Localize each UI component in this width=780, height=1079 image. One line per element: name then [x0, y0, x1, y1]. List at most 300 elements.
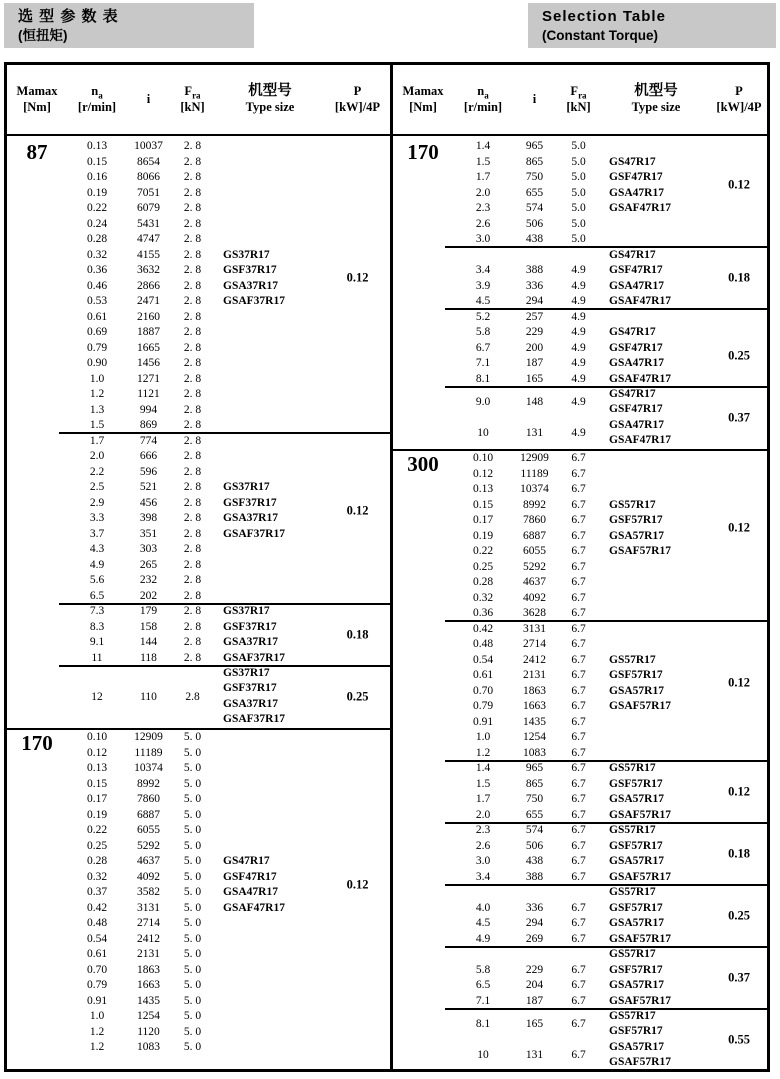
header-col-units: Type size: [631, 100, 681, 115]
na-value: 1.0: [475, 731, 491, 744]
table-row: [453, 993, 711, 1009]
header-col-p: [711, 65, 767, 134]
block-separator-line: [59, 603, 390, 605]
power-column: [711, 247, 767, 309]
block-separator-line: [445, 884, 767, 886]
ratio-value: 5431: [137, 217, 160, 230]
fra-value: 4.9: [571, 372, 586, 385]
data-block: [7, 604, 390, 666]
ratio-value: 1271: [137, 372, 160, 385]
ratio-value: 8992: [137, 777, 160, 790]
fra-value: 6.7: [571, 560, 586, 573]
fra-value: 5.0: [571, 202, 586, 215]
ratio-value: 1120: [137, 1025, 160, 1038]
fra-value: 6.7: [571, 529, 586, 542]
header-col-units: Type size: [245, 100, 295, 115]
ratio-value: 303: [139, 543, 158, 556]
ratio-value: 202: [139, 589, 158, 602]
type-size: GSF57R17: [609, 901, 663, 914]
fra-value: 2. 8: [183, 248, 202, 261]
power-value: 0.25: [346, 689, 369, 703]
mamax-column-spacer: [393, 139, 453, 248]
ratio-value: 12909: [520, 452, 549, 465]
header-col-units: [kW]/4P: [716, 99, 762, 114]
na-value: 0.32: [472, 591, 494, 604]
ratio-value: 131: [525, 1049, 544, 1061]
na-value: 3.4: [475, 870, 491, 883]
fra-value: 6.7: [571, 684, 586, 697]
selection-table: [4, 62, 770, 1072]
na-value: 0.15: [472, 498, 494, 511]
power-value: 0.12: [728, 784, 750, 798]
header-col-label: 机型号: [634, 83, 678, 100]
fra-value: 5. 0: [183, 762, 202, 775]
type-size: GSF47R17: [609, 171, 663, 184]
fra-value: 2. 8: [183, 574, 202, 587]
header-col-units: [kN]: [566, 99, 591, 114]
data-block: [393, 309, 767, 387]
data-block: [393, 247, 767, 309]
type-size: GSAF47R17: [609, 202, 671, 215]
na-value: 8.3: [89, 620, 105, 633]
ratio-value: 2131: [523, 669, 546, 682]
header-col-fra: [170, 65, 215, 134]
mamax-column-spacer: [7, 433, 67, 604]
table-row: [67, 557, 325, 573]
header-col-units: [Nm]: [409, 99, 437, 114]
na-value: 0.17: [472, 514, 494, 527]
table-row: [67, 635, 325, 651]
fra-value: 2. 8: [183, 589, 202, 602]
na-value: 0.16: [86, 171, 108, 184]
na-value: 0.46: [86, 279, 108, 292]
fra-value: 2. 8: [183, 264, 202, 277]
fra-value: 2. 8: [183, 620, 202, 633]
ratio-value: 574: [525, 202, 544, 215]
fra-value: 6.7: [571, 622, 586, 635]
na-value: 0.36: [472, 607, 494, 620]
ratio-value: 165: [525, 372, 544, 385]
header-col-subscript: a: [98, 90, 103, 101]
ratio-value: 865: [525, 155, 544, 168]
header-col-units: [r/min]: [77, 99, 117, 114]
fra-value: 5. 0: [183, 917, 202, 930]
na-value: 0.42: [472, 622, 494, 635]
rows-column: [453, 621, 711, 761]
header-col-label: Mamax: [402, 84, 444, 98]
title-box-chinese: [4, 3, 254, 48]
fra-value: 6.7: [571, 979, 586, 992]
na-value: 0.13: [86, 140, 108, 153]
type-size: GS57R17: [609, 762, 656, 775]
na-value: 2.2: [89, 465, 105, 478]
fra-value: 6.7: [571, 994, 586, 1007]
ratio-value: 8066: [137, 171, 160, 184]
na-value: 0.61: [472, 669, 494, 682]
fra-value: 2. 8: [183, 388, 202, 401]
type-size: GSAF57R17: [609, 700, 671, 713]
type-size: GSAF57R17: [609, 808, 671, 821]
fra-value: 2. 8: [183, 434, 202, 447]
type-size: GSF57R17: [609, 669, 663, 682]
type-size: GS57R17: [609, 886, 656, 899]
ratio-value: 232: [139, 574, 158, 587]
na-value: 5.8: [475, 963, 491, 976]
fra-value: 2. 8: [183, 496, 202, 509]
ratio-value: 187: [525, 357, 544, 370]
header-col-label: i: [532, 91, 537, 106]
ratio-value: 1254: [137, 1010, 160, 1023]
fra-value: 4.9: [571, 357, 586, 370]
header-col-i: [513, 65, 556, 134]
mamax-value: 170: [407, 139, 439, 164]
type-size: GSAF57R17: [609, 932, 671, 945]
table-row: [453, 730, 711, 746]
ratio-value: 596: [139, 465, 158, 478]
data-block: [393, 947, 767, 1009]
fra-value: 6.7: [571, 777, 586, 790]
table-row: [453, 761, 711, 777]
block-separator-line: [445, 946, 767, 948]
rows-column: [453, 139, 711, 248]
table-row: [67, 371, 325, 387]
fra-value: 6.7: [571, 901, 586, 914]
table-row: [453, 637, 711, 653]
mamax-column-spacer: [393, 761, 453, 823]
ratio-value: 6055: [523, 545, 546, 558]
type-size: GSF57R17: [609, 839, 663, 852]
title-english-line2: (Constant Torque): [542, 28, 658, 43]
na-value: 0.28: [86, 855, 108, 868]
header-col-label: Mamax: [16, 84, 58, 98]
ratio-value: 4092: [137, 870, 160, 883]
header-col-units: [Nm]: [23, 99, 51, 114]
data-block: [393, 1009, 767, 1070]
rows-column: [67, 604, 325, 666]
power-value: 0.12: [728, 177, 750, 192]
na-value: 5.8: [475, 326, 491, 339]
fra-value: 4.9: [571, 310, 586, 323]
na-value: 2.6: [475, 839, 491, 852]
fra-value: 6.7: [571, 917, 586, 930]
type-size-column: [601, 1009, 711, 1070]
table-row: [453, 776, 711, 792]
table-row: [67, 869, 325, 885]
data-block: [393, 451, 767, 622]
na-value: 0.79: [472, 700, 494, 713]
table-row: [453, 340, 711, 356]
power-value: 0.12: [346, 270, 369, 285]
na-value: 7.3: [89, 605, 105, 618]
fra-value: 6.7: [571, 824, 586, 837]
power-value: 0.12: [728, 520, 750, 535]
ratio-value: 229: [525, 326, 544, 339]
ratio-value: 10374: [520, 483, 549, 496]
table-row: [453, 294, 711, 310]
na-value: 1.7: [475, 171, 491, 184]
block-separator-line: [59, 432, 390, 434]
type-size: GSF37R17: [223, 682, 277, 694]
ratio-value: 6887: [137, 808, 160, 821]
mamax-column-spacer: [393, 309, 453, 387]
power-value: 0.12: [728, 675, 750, 690]
na-value: 3.0: [475, 233, 491, 246]
na-value: 8.1: [475, 372, 491, 385]
fra-value: 2. 8: [183, 403, 202, 416]
type-size: GS57R17: [609, 1009, 656, 1022]
rows-column: [453, 247, 711, 309]
type-size: GSA47R17: [609, 186, 664, 199]
na-value: 5.6: [89, 574, 105, 587]
ratio-value: 2471: [137, 295, 160, 308]
table-row: [453, 513, 711, 529]
table-row: [453, 854, 711, 870]
ratio-value: 2412: [137, 932, 160, 945]
block-separator-line: [59, 665, 390, 667]
mamax-section: [7, 728, 390, 1056]
type-size: GS57R17: [609, 824, 656, 837]
table-row: [453, 451, 711, 467]
type-size: GSAF57R17: [609, 870, 671, 883]
table-half: [7, 139, 390, 1070]
na-value: 0.79: [86, 341, 108, 354]
rows-column: [453, 823, 711, 885]
na-value: 4.5: [475, 917, 491, 930]
na-value: 4.9: [475, 932, 491, 945]
ratio-value: 269: [525, 932, 544, 945]
header-col-subscript: ra: [192, 90, 201, 101]
table-row: [453, 683, 711, 699]
ratio-value: 438: [525, 855, 544, 868]
ratio-value: 750: [525, 793, 544, 806]
ratio-value: 655: [525, 186, 544, 199]
na-value: 2.0: [89, 450, 105, 463]
data-block: [393, 387, 767, 449]
data-block: [393, 823, 767, 885]
header-col-: [601, 65, 711, 134]
ratio-value: 1456: [137, 357, 160, 370]
table-row: [67, 526, 325, 542]
type-size: GS57R17: [609, 498, 656, 511]
na-value: 1.2: [475, 746, 491, 759]
na-value: 0.90: [86, 357, 108, 370]
na-value: 0.70: [86, 963, 108, 976]
table-row: [453, 201, 711, 217]
merged-value-row: [67, 666, 215, 728]
ratio-value: 2714: [523, 638, 546, 651]
na-value: 0.24: [86, 217, 108, 230]
ratio-value: 10374: [134, 762, 163, 775]
na-value: 0.10: [86, 731, 108, 744]
na-value: 6.5: [89, 589, 105, 602]
header-col-p: [325, 65, 390, 134]
fra-value: 5.0: [571, 186, 586, 199]
mamax-column-spacer: [393, 387, 453, 449]
ratio-value: 131: [525, 427, 544, 439]
na-value: 1.4: [475, 140, 491, 153]
na-value: 6.7: [475, 341, 491, 354]
na-value: 1.7: [89, 434, 105, 447]
table-row: [67, 854, 325, 870]
fra-value: 2. 8: [183, 636, 202, 649]
table-row: [67, 278, 325, 294]
na-value: 5.2: [475, 310, 491, 323]
table-row: [67, 931, 325, 947]
ratio-value: 1254: [523, 731, 546, 744]
table-row: [67, 745, 325, 761]
data-block: [393, 139, 767, 248]
table-row: [67, 588, 325, 604]
na-value: 7.1: [475, 994, 491, 1007]
na-value: 0.13: [86, 762, 108, 775]
table-row: [453, 278, 711, 294]
power-column: [325, 604, 390, 666]
header-col-label: $F_{ra}$: [570, 84, 587, 101]
na-value: 0.53: [86, 295, 108, 308]
fra-value: 5. 0: [183, 1041, 202, 1054]
ratio-value: 398: [139, 512, 158, 525]
type-size: GS47R17: [223, 855, 270, 868]
fra-value: 5. 0: [183, 1025, 202, 1038]
power-value: 0.12: [346, 877, 369, 891]
ratio-value: 506: [525, 839, 544, 852]
fra-value: 6.7: [571, 498, 586, 511]
fra-value: 6.7: [571, 467, 586, 480]
ratio-value: 6887: [523, 529, 546, 542]
table-row: [453, 947, 711, 963]
fra-value: 5. 0: [183, 870, 202, 883]
fra-value: 2. 8: [183, 605, 202, 618]
fra-value: 2. 8: [183, 171, 202, 184]
table-row: [453, 356, 711, 372]
fra-value: 5.0: [571, 140, 586, 153]
type-size: GSAF37R17: [223, 713, 285, 725]
power-column: [711, 823, 767, 885]
fra-value: 5. 0: [183, 793, 202, 806]
ratio-value: 187: [525, 994, 544, 1007]
power-value: 0.55: [728, 1032, 750, 1046]
mamax-column-spacer: [393, 947, 453, 1009]
fra-value: 2.8: [185, 690, 200, 703]
ratio-value: 2131: [137, 948, 160, 961]
data-block: [393, 885, 767, 947]
fra-value: 2. 8: [183, 310, 202, 323]
type-size: GSF57R17: [609, 777, 663, 790]
table-row: [453, 699, 711, 715]
table-row: [453, 900, 711, 916]
na-value: 0.70: [472, 684, 494, 697]
table-row: [453, 139, 711, 155]
ratio-value: 965: [525, 140, 544, 153]
fra-value: 5.0: [571, 155, 586, 168]
ratio-value: 110: [140, 690, 157, 703]
na-value: 3.4: [475, 264, 491, 277]
na-value: 1.5: [475, 777, 491, 790]
table-row: [67, 792, 325, 808]
type-size: GS37R17: [223, 248, 270, 261]
power-column: [711, 761, 767, 823]
type-size: GSAF37R17: [223, 295, 285, 308]
ratio-value: 7051: [137, 186, 160, 199]
na-value: 10: [477, 427, 489, 439]
power-column: [711, 139, 767, 248]
table-row: [67, 823, 325, 839]
fra-value: 4.9: [571, 279, 586, 292]
rows-column: [453, 885, 711, 947]
table-center-divider: [390, 65, 393, 1069]
na-value: 4.9: [89, 558, 105, 571]
data-block: [393, 621, 767, 761]
ratio-value: 865: [525, 777, 544, 790]
na-value: 0.15: [86, 155, 108, 168]
type-size: GSAF57R17: [609, 1056, 671, 1068]
fra-value: 5.0: [571, 217, 586, 230]
power-value: 0.12: [346, 503, 369, 517]
fra-value: 4.9: [571, 341, 586, 354]
na-value: 1.2: [89, 1025, 105, 1038]
merged-values-column: [453, 1009, 601, 1070]
table-row: [453, 466, 711, 482]
ratio-value: 1435: [137, 994, 160, 1007]
table-row: [453, 544, 711, 560]
block-separator-line: [445, 620, 767, 622]
ratio-value: 1083: [137, 1041, 160, 1054]
type-size: GS37R17: [223, 666, 270, 679]
ratio-value: 1083: [523, 746, 546, 759]
fra-value: 2. 8: [183, 155, 202, 168]
na-value: 0.12: [86, 746, 108, 759]
header-col-label: P: [735, 84, 743, 98]
ratio-value: 2714: [137, 917, 160, 930]
table-body: [7, 139, 767, 1070]
type-size: GSF47R17: [609, 264, 663, 277]
na-value: 1.4: [475, 762, 491, 775]
type-size: GSA37R17: [223, 279, 278, 292]
fra-value: 6.7: [571, 700, 586, 713]
fra-value: 2. 8: [183, 543, 202, 556]
table-row: [67, 993, 325, 1009]
fra-value: 6.7: [571, 746, 586, 759]
fra-value: 5.0: [571, 171, 586, 184]
mamax-section: [393, 449, 767, 1070]
ratio-value: 869: [139, 419, 158, 432]
table-row: [453, 170, 711, 186]
ratio-value: 7860: [137, 793, 160, 806]
fra-value: 2. 8: [183, 202, 202, 215]
fra-value: 5. 0: [183, 855, 202, 868]
na-value: 0.19: [86, 808, 108, 821]
na-value: 2.9: [89, 496, 105, 509]
fra-value: 6.7: [571, 669, 586, 682]
na-value: 0.79: [86, 979, 108, 992]
table-row: [67, 294, 325, 310]
ratio-value: 7860: [523, 514, 546, 527]
merged-value-row: [453, 1009, 601, 1040]
fra-value: 5. 0: [183, 777, 202, 790]
fra-value: 6.7: [571, 808, 586, 821]
header-col-i: [127, 65, 170, 134]
fra-value: 5. 0: [183, 1010, 202, 1023]
merged-value-row: [453, 1040, 601, 1070]
fra-value: 6.7: [571, 591, 586, 604]
fra-value: 6.7: [571, 731, 586, 744]
na-value: 10: [477, 1049, 489, 1061]
type-size: GSF57R17: [609, 963, 663, 976]
na-value: 2.0: [475, 808, 491, 821]
power-value: 0.37: [728, 410, 750, 424]
data-block: [393, 761, 767, 823]
ratio-value: 456: [139, 496, 158, 509]
